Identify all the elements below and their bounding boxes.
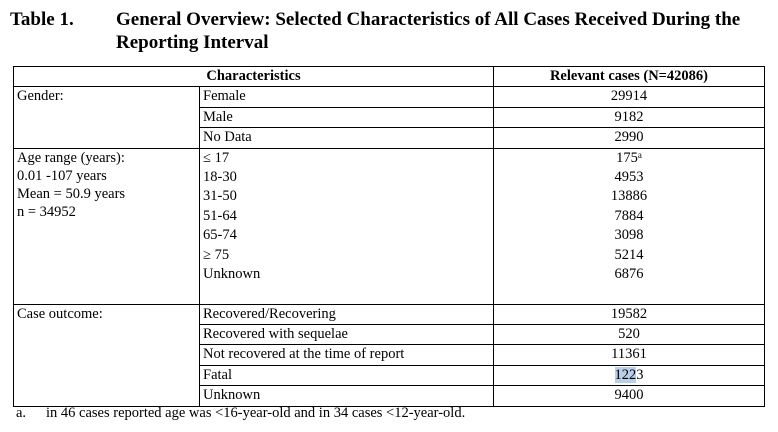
header-row [14, 67, 765, 87]
footnote [16, 404, 465, 422]
row-label: Not recovered at the time of report [200, 345, 494, 365]
row-value: 11361 [494, 345, 765, 365]
age-label-line: Mean = 50.9 years [17, 185, 126, 202]
row-value: 3098 [494, 226, 765, 245]
table-row [14, 148, 765, 168]
row-value: 13886 [494, 187, 765, 206]
table-title: General Overview: Selected Characteristics of All Cases Received During the Reporting Interval [116, 9, 741, 53]
row-label: Recovered with sequelae [200, 325, 494, 345]
footnote-text: in 46 cases reported age was <16-year-old and in 34 cases <12-year-old. [46, 405, 466, 421]
row-value: 4953 [494, 168, 765, 187]
row-label: Fatal [200, 365, 494, 385]
row-value[interactable]: 1223 [494, 365, 765, 385]
row-value: 520 [494, 325, 765, 345]
row-label: No Data [200, 128, 494, 148]
row-label: Female [200, 87, 494, 107]
row-value: 6876 [494, 265, 765, 284]
row-label: 31-50 [200, 187, 494, 206]
row-label: 18-30 [200, 168, 494, 187]
footnote-mark: a. [16, 405, 27, 421]
row-label: Unknown [200, 386, 494, 406]
age-label-line: Age range (years): [17, 149, 125, 166]
row-value: 5214 [494, 246, 765, 265]
characteristics-table [13, 66, 765, 407]
row-label: 51-64 [200, 207, 494, 226]
header-characteristics: Characteristics [14, 67, 494, 87]
table-row [14, 304, 765, 324]
row-value: 175$^a$ [494, 148, 765, 168]
age-label-line: n = 34952 [17, 203, 76, 220]
row-label: ≤ 17 [200, 148, 494, 168]
table-row [14, 87, 765, 107]
gender-label: Gender: [14, 87, 200, 148]
age-label [14, 148, 200, 304]
row-label: 65-74 [200, 226, 494, 245]
selected-text[interactable]: 122 [614, 366, 637, 383]
row-label: Male [200, 107, 494, 127]
header-relevant-cases: Relevant cases (N=42086) [494, 67, 765, 87]
row-value: 2990 [494, 128, 765, 148]
row-value: 19582 [494, 304, 765, 324]
row-label: Unknown [200, 265, 494, 284]
table-number: Table 1. [10, 9, 74, 30]
row-value: 29914 [494, 87, 765, 107]
age-label-line: 0.01 -107 years [17, 167, 107, 184]
row-label: ≥ 75 [200, 246, 494, 265]
footnote-marker: a [637, 149, 642, 160]
row-value: 9400 [494, 386, 765, 406]
row-label: Recovered/Recovering [200, 304, 494, 324]
row-value: 7884 [494, 207, 765, 226]
row-value: 9182 [494, 107, 765, 127]
case-outcome-label: Case outcome: [14, 304, 200, 406]
